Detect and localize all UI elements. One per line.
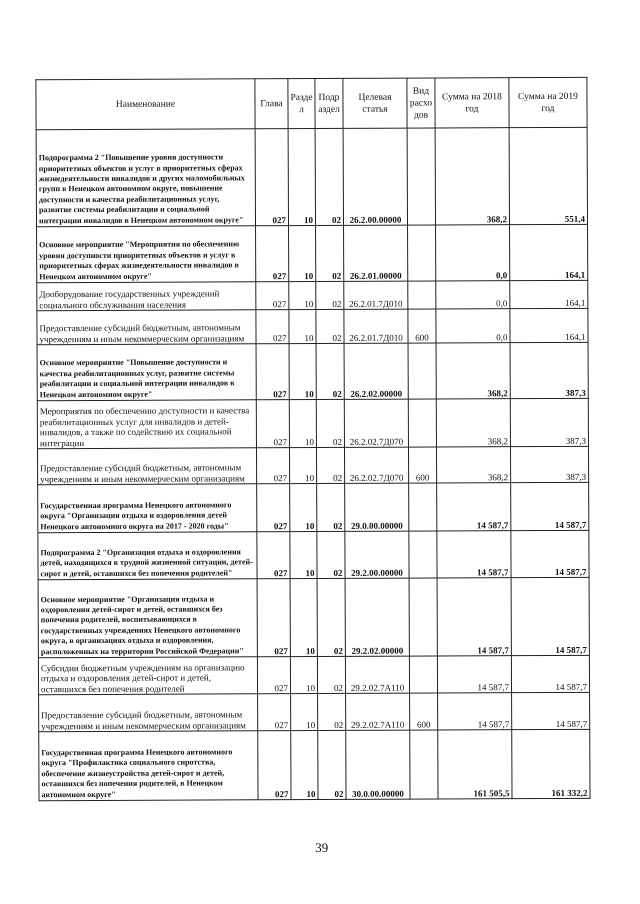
row-podrazdel: 02 (317, 656, 345, 693)
row-target: 26.2.02.7Д070 (344, 399, 408, 447)
row-glava: 027 (256, 448, 289, 484)
row-vid: 600 (408, 309, 436, 343)
table-row (38, 482, 589, 532)
row-name: Предоставление субсидий бюджетным, автономным учреждениям и иным некоммерческим организациям (37, 310, 256, 345)
row-sum-2019: 387,3 (510, 446, 588, 482)
row-target: 26.2.01.7Д010 (344, 281, 408, 309)
row-podrazdel: 02 (318, 730, 346, 799)
row-razdel: 10 (289, 400, 316, 448)
row-sum-2018: 0,0 (436, 309, 510, 343)
table-row (38, 577, 589, 657)
row-glava: 027 (256, 226, 289, 282)
row-sum-2019: 164,1 (510, 224, 588, 280)
row-sum-2019: 14 587,7 (511, 482, 589, 530)
row-name: Подпрограмма 2 "Организация отдыха и оздоровления детей, находящихся в трудной жизненной ситуации, детей-сирот и детей, оставшихся без попечения родителей" (38, 532, 257, 580)
row-target: 29.2.00.00000 (345, 531, 409, 578)
row-sum-2019: 164,1 (510, 308, 588, 342)
table-row (39, 692, 590, 731)
row-razdel: 10 (290, 484, 317, 532)
row-glava: 027 (257, 657, 290, 694)
row-glava: 027 (255, 129, 288, 226)
row-razdel: 10 (289, 448, 316, 484)
row-podrazdel: 02 (316, 225, 344, 281)
header-podrazdel: Подр аздел (315, 78, 343, 128)
row-sum-2018: 14 587,7 (437, 656, 511, 693)
row-sum-2019: 14 587,7 (512, 692, 590, 729)
row-vid (409, 578, 437, 656)
row-sum-2018: 161 505,5 (438, 730, 512, 799)
row-target: 26.2.02.00000 (344, 343, 408, 399)
row-vid (408, 399, 436, 447)
row-podrazdel: 02 (317, 531, 345, 578)
row-sum-2018: 368,2 (436, 447, 510, 483)
row-sum-2018: 368,2 (436, 399, 510, 447)
row-podrazdel: 02 (316, 343, 344, 399)
row-razdel: 10 (289, 282, 316, 310)
row-name: Субсидии бюджетным учреждениям на организацию отдыха и оздоровления детей-сирот и детей, оставшихся без попечения родителей (38, 657, 257, 695)
row-sum-2019: 14 587,7 (511, 655, 589, 692)
row-glava: 027 (256, 310, 289, 344)
row-glava: 027 (257, 579, 290, 657)
row-name: Основное мероприятие "Мероприятия по обеспечению уровня доступности приоритетных объектов и услуг в приоритетных сферах жизнедеятельности инвалидов в Ненецком автономном округе" (37, 226, 256, 283)
row-glava: 027 (256, 282, 289, 310)
header-target: Целевая статья (343, 78, 407, 128)
row-glava: 027 (258, 694, 291, 731)
row-sum-2018: 14 587,7 (437, 578, 511, 656)
row-podrazdel: 02 (315, 128, 343, 225)
row-razdel: 10 (290, 579, 317, 657)
table-row (36, 127, 587, 226)
row-razdel: 10 (291, 731, 318, 800)
row-podrazdel: 02 (317, 578, 345, 656)
row-vid (410, 730, 438, 799)
table-row (39, 729, 590, 800)
table-row (37, 398, 588, 448)
row-vid (409, 656, 437, 693)
row-name: Государственная программа Ненецкого автономного округа "Профилактика социального сиротства, обеспечение жизнеустройства детей-сирот и детей, оставшихся без попечения родителей, в Ненецком автономном округе" (39, 731, 258, 801)
row-sum-2018: 14 587,7 (437, 531, 511, 578)
header-row (36, 77, 587, 129)
row-sum-2018: 0,0 (436, 281, 510, 309)
row-target: 29.2.02.00000 (345, 578, 409, 656)
row-name: Основное мероприятие "Организация отдыха и оздоровления детей-сирот и детей, оставшихся без попечения родителей, воспитывающихся в государственных учреждениях Ненецкого автономного округа, в организациях отдыха и оздоровления, расположенных на территории Российской Федерации" (38, 579, 257, 658)
row-sum-2019: 14 587,7 (511, 530, 589, 577)
header-vid: Вид расхо дов (407, 78, 435, 128)
row-podrazdel: 02 (317, 483, 345, 531)
row-glava: 027 (256, 344, 289, 400)
row-razdel: 10 (289, 226, 316, 282)
row-target: 26.2.02.7Д070 (344, 447, 408, 483)
row-name: Предоставление субсидий бюджетным, автономным учреждениям и иным некоммерческим организациям (37, 448, 256, 485)
row-razdel: 10 (289, 310, 316, 344)
row-name: Дооборудование государственных учреждений социального обслуживания населения (37, 282, 256, 311)
row-sum-2019: 14 587,7 (511, 577, 589, 655)
budget-table (35, 77, 590, 801)
header-glava: Глава (255, 79, 288, 129)
row-razdel: 10 (290, 657, 317, 694)
header-sum-2019: Сумма на 2019 год (509, 77, 587, 127)
row-sum-2019: 387,3 (510, 398, 588, 446)
row-sum-2018: 14 587,7 (437, 483, 511, 531)
row-sum-2018: 14 587,7 (438, 693, 512, 730)
row-sum-2018: 0,0 (436, 225, 510, 281)
row-vid (408, 225, 436, 281)
row-vid (409, 531, 437, 578)
row-target: 26.2.01.7Д010 (344, 309, 408, 343)
page-number: 39 (315, 839, 329, 856)
row-podrazdel: 02 (316, 281, 344, 309)
table-row (38, 530, 589, 579)
row-name: Основное мероприятие "Повышение доступности и качества реабилитационных услуг, развитие системы реабилитации и социальной интеграции инвалидов в Ненецком автономном округе" (37, 344, 256, 401)
table-row (37, 280, 588, 310)
table-row (37, 342, 588, 400)
row-vid (408, 343, 436, 399)
row-name: Предоставление субсидий бюджетным, автономным учреждениям и иным некоммерческим организациям (39, 694, 258, 732)
row-sum-2019: 164,1 (510, 280, 588, 308)
row-target: 26.2.01.00000 (344, 225, 408, 281)
row-glava: 027 (258, 731, 291, 800)
row-target: 29.2.02.7А110 (346, 693, 410, 730)
row-glava: 027 (256, 400, 289, 448)
row-vid: 600 (408, 447, 436, 483)
row-name: Подпрограмма 2 "Повышение уровня доступности приоритетных объектов и услуг в приоритетных сферах жизнедеятельности инвалидов и других маломобильных групп в Ненецком автономном округе, повышение доступности и качества реабилитационных услуг, развитие системы реабилитации и социальной интеграции инвалидов в Ненецком автономном округе" (36, 129, 255, 227)
row-target: 30.0.00.00000 (346, 730, 410, 799)
row-vid (407, 128, 435, 225)
row-sum-2019: 387,3 (510, 342, 588, 398)
row-name: Мероприятия по обеспечению доступности и качества реабилитационных услуг для инвалидов и детей-инвалидов, а также по содействию их социальной интеграции (37, 400, 256, 449)
table-row (38, 655, 589, 694)
row-razdel: 10 (290, 532, 317, 579)
header-name: Наименование (36, 79, 255, 130)
row-podrazdel: 02 (316, 447, 344, 483)
row-razdel: 10 (291, 694, 318, 731)
table-row (37, 224, 588, 282)
row-razdel: 10 (288, 129, 315, 226)
row-razdel: 10 (289, 344, 316, 400)
row-glava: 027 (257, 484, 290, 532)
table-row (37, 308, 588, 344)
row-podrazdel: 02 (318, 693, 346, 730)
row-sum-2018: 368,2 (436, 343, 510, 399)
row-glava: 027 (257, 532, 290, 579)
row-target: 26.2.00.00000 (343, 128, 407, 225)
row-sum-2018: 368,2 (435, 128, 509, 225)
row-vid (408, 281, 436, 309)
row-target: 29.2.02.7А110 (345, 656, 409, 693)
row-sum-2019: 551,4 (509, 127, 587, 224)
row-vid (409, 483, 437, 531)
row-vid: 600 (410, 693, 438, 730)
table-row (37, 446, 588, 484)
row-sum-2019: 161 332,2 (512, 729, 590, 798)
header-razdel: Разде л (288, 79, 315, 129)
row-name: Государственная программа Ненецкого автономного округа "Организация отдыха и оздоровления детей Ненецкого автономного округа на 2017 - 2020 годы" (38, 484, 257, 533)
row-target: 29.0.00.00000 (345, 483, 409, 531)
row-podrazdel: 02 (316, 309, 344, 343)
row-podrazdel: 02 (316, 399, 344, 447)
header-sum-2018: Сумма на 2018 год (435, 78, 509, 128)
